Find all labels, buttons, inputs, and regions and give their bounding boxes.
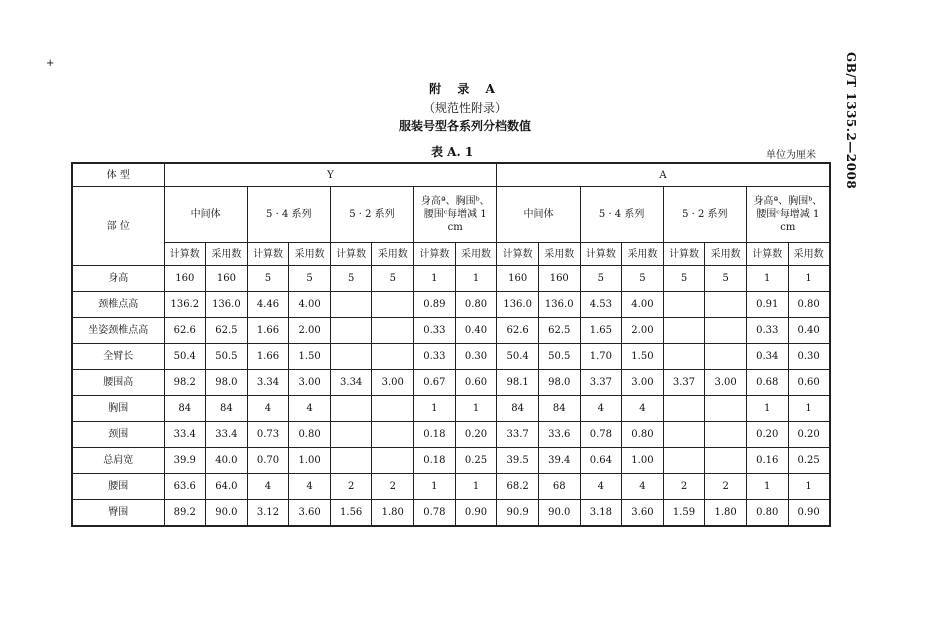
col-calculated: 计算数	[164, 243, 206, 266]
table-cell: 2	[663, 474, 705, 500]
header-row-columns	[72, 243, 830, 266]
table-row	[72, 500, 830, 527]
col-calculated: 计算数	[746, 243, 788, 266]
a-subgroup-54: 5 · 4 系列	[580, 187, 663, 243]
table-cell: 1.65	[580, 318, 622, 344]
body-type-label: 体 型	[72, 163, 164, 187]
table-cell: 3.00	[372, 370, 414, 396]
table-cell	[372, 292, 414, 318]
row-label: 身高	[72, 266, 164, 292]
table-cell: 50.5	[206, 344, 248, 370]
table-cell: 5	[622, 266, 664, 292]
part-label: 部 位	[72, 187, 164, 266]
table-cell: 160	[164, 266, 206, 292]
table-cell: 0.80	[622, 422, 664, 448]
table-cell	[705, 396, 747, 422]
table-cell: 1.70	[580, 344, 622, 370]
table-cell: 4	[622, 474, 664, 500]
table-cell: 84	[206, 396, 248, 422]
row-label: 坐姿颈椎点高	[72, 318, 164, 344]
table-cell: 0.60	[788, 370, 830, 396]
row-label: 腰围高	[72, 370, 164, 396]
table-cell: 68.2	[497, 474, 539, 500]
appendix-subject: 服装号型各系列分档数值	[398, 119, 531, 133]
table-cell: 3.00	[289, 370, 331, 396]
col-adopted: 采用数	[622, 243, 664, 266]
table-cell: 64.0	[206, 474, 248, 500]
y-subgroup-increment: 身高ª、胸围ᵇ、腰围ᶜ每增减 1 cm	[414, 187, 497, 243]
y-subgroup-54: 5 · 4 系列	[247, 187, 330, 243]
table-cell: 136.0	[538, 292, 580, 318]
table-cell	[663, 318, 705, 344]
table-cell: 2	[705, 474, 747, 500]
appendix-type: （规范性附录）	[422, 101, 507, 115]
table-cell: 160	[538, 266, 580, 292]
unit-note: 单位为厘米	[766, 150, 816, 161]
table-cell: 136.2	[164, 292, 206, 318]
table-cell	[705, 422, 747, 448]
table-cell: 2	[372, 474, 414, 500]
table-cell: 5	[372, 266, 414, 292]
table-cell: 63.6	[164, 474, 206, 500]
table-cell: 136.0	[206, 292, 248, 318]
col-calculated: 计算数	[414, 243, 456, 266]
table-cell: 98.0	[538, 370, 580, 396]
table-cell: 4.00	[289, 292, 331, 318]
table-cell: 4.00	[622, 292, 664, 318]
table-cell: 84	[164, 396, 206, 422]
table-cell: 1	[746, 474, 788, 500]
table-cell: 3.18	[580, 500, 622, 527]
table-cell: 98.0	[206, 370, 248, 396]
table-cell	[705, 448, 747, 474]
a-subgroup-increment: 身高ª、胸围ᵇ、腰围ᶜ每增减 1 cm	[746, 187, 829, 243]
table-cell: 1	[788, 266, 830, 292]
table-cell: 3.34	[247, 370, 289, 396]
table-row	[72, 396, 830, 422]
table-cell	[372, 448, 414, 474]
table-cell: 3.37	[580, 370, 622, 396]
table-cell: 50.4	[497, 344, 539, 370]
table-cell: 0.67	[414, 370, 456, 396]
table-cell: 4	[580, 396, 622, 422]
table-cell: 62.5	[538, 318, 580, 344]
table-cell: 160	[206, 266, 248, 292]
table-cell: 33.4	[206, 422, 248, 448]
table-cell: 84	[538, 396, 580, 422]
table-cell: 62.6	[164, 318, 206, 344]
table-cell: 90.9	[497, 500, 539, 527]
table-cell: 1.59	[663, 500, 705, 527]
table-cell: 5	[580, 266, 622, 292]
table-cell	[663, 422, 705, 448]
table-cell: 1	[455, 396, 497, 422]
table-cell	[330, 318, 372, 344]
header-row-subgroups	[72, 187, 830, 243]
table-cell: 33.7	[497, 422, 539, 448]
table-cell: 1	[788, 396, 830, 422]
table-cell: 0.40	[788, 318, 830, 344]
table-cell: 5	[705, 266, 747, 292]
row-label: 总肩宽	[72, 448, 164, 474]
row-label: 全臂长	[72, 344, 164, 370]
a-subgroup-52: 5 · 2 系列	[663, 187, 746, 243]
table-cell: 84	[497, 396, 539, 422]
header-row-body-type	[72, 163, 830, 187]
table-cell: 0.33	[414, 344, 456, 370]
row-label: 腰围	[72, 474, 164, 500]
table-cell: 1.80	[372, 500, 414, 527]
table-cell	[372, 344, 414, 370]
group-a-header: A	[497, 163, 830, 187]
table-row	[72, 474, 830, 500]
table-cell: 50.5	[538, 344, 580, 370]
table-cell: 160	[497, 266, 539, 292]
table-cell: 0.34	[746, 344, 788, 370]
table-cell: 4.53	[580, 292, 622, 318]
table-cell: 90.0	[538, 500, 580, 527]
table-cell: 0.18	[414, 448, 456, 474]
table-cell: 98.1	[497, 370, 539, 396]
table-cell: 90.0	[206, 500, 248, 527]
table-cell: 2.00	[289, 318, 331, 344]
table-cell	[663, 344, 705, 370]
row-label: 颈围	[72, 422, 164, 448]
col-calculated: 计算数	[580, 243, 622, 266]
table-row	[72, 292, 830, 318]
table-cell: 1	[746, 266, 788, 292]
table-cell: 3.00	[622, 370, 664, 396]
col-adopted: 采用数	[372, 243, 414, 266]
table-cell	[663, 396, 705, 422]
table-cell: 0.30	[788, 344, 830, 370]
table-row	[72, 344, 830, 370]
table-cell: 3.37	[663, 370, 705, 396]
table-cell: 1.66	[247, 318, 289, 344]
col-adopted: 采用数	[289, 243, 331, 266]
table-cell: 1	[414, 396, 456, 422]
table-cell: 0.91	[746, 292, 788, 318]
table-cell	[372, 396, 414, 422]
table-cell: 1	[455, 474, 497, 500]
col-calculated: 计算数	[497, 243, 539, 266]
table-cell: 1	[414, 266, 456, 292]
table-cell: 0.20	[746, 422, 788, 448]
table-cell: 4	[247, 396, 289, 422]
table-cell: 3.12	[247, 500, 289, 527]
row-label: 臀围	[72, 500, 164, 527]
table-cell: 50.4	[164, 344, 206, 370]
table-cell: 1	[746, 396, 788, 422]
table-cell: 0.30	[455, 344, 497, 370]
table-row	[72, 422, 830, 448]
table-cell: 39.4	[538, 448, 580, 474]
table-cell: 0.25	[788, 448, 830, 474]
a-subgroup-middle: 中间体	[497, 187, 580, 243]
table-cell: 3.60	[622, 500, 664, 527]
table-cell: 1.56	[330, 500, 372, 527]
table-cell: 4	[622, 396, 664, 422]
table-cell: 1.50	[622, 344, 664, 370]
table-cell: 33.6	[538, 422, 580, 448]
table-cell: 2.00	[622, 318, 664, 344]
table-cell: 98.2	[164, 370, 206, 396]
table-cell: 0.80	[455, 292, 497, 318]
table-cell	[705, 292, 747, 318]
table-cell: 0.80	[746, 500, 788, 527]
table-cell: 1.50	[289, 344, 331, 370]
table-cell: 1.80	[705, 500, 747, 527]
table-cell: 0.70	[247, 448, 289, 474]
table-cell: 1	[788, 474, 830, 500]
col-adopted: 采用数	[538, 243, 580, 266]
table-cell: 33.4	[164, 422, 206, 448]
col-adopted: 采用数	[455, 243, 497, 266]
table-cell: 0.64	[580, 448, 622, 474]
table-cell: 0.78	[414, 500, 456, 527]
table-cell: 5	[247, 266, 289, 292]
col-adopted: 采用数	[788, 243, 830, 266]
table-cell: 39.9	[164, 448, 206, 474]
col-adopted: 采用数	[705, 243, 747, 266]
table-cell: 3.60	[289, 500, 331, 527]
table-cell: 1	[414, 474, 456, 500]
table-cell: 89.2	[164, 500, 206, 527]
row-label: 胸围	[72, 396, 164, 422]
row-label: 颈椎点高	[72, 292, 164, 318]
table-cell: 1.00	[622, 448, 664, 474]
table-cell	[372, 318, 414, 344]
col-calculated: 计算数	[330, 243, 372, 266]
table-cell: 1.00	[289, 448, 331, 474]
table-cell: 5	[330, 266, 372, 292]
table-cell: 4	[247, 474, 289, 500]
table-cell: 3.00	[705, 370, 747, 396]
table-cell: 0.40	[455, 318, 497, 344]
table-cell: 0.68	[746, 370, 788, 396]
table-cell: 0.90	[455, 500, 497, 527]
table-cell: 39.5	[497, 448, 539, 474]
table-cell: 0.33	[746, 318, 788, 344]
table-cell: 136.0	[497, 292, 539, 318]
table-cell	[663, 448, 705, 474]
table-cell: 0.80	[788, 292, 830, 318]
table-cell: 1	[455, 266, 497, 292]
table-cell: 5	[663, 266, 705, 292]
table-cell: 0.25	[455, 448, 497, 474]
table-cell: 40.0	[206, 448, 248, 474]
table-row	[72, 266, 830, 292]
col-calculated: 计算数	[247, 243, 289, 266]
table-cell: 4	[580, 474, 622, 500]
group-y-header: Y	[164, 163, 497, 187]
y-subgroup-middle: 中间体	[164, 187, 247, 243]
col-calculated: 计算数	[663, 243, 705, 266]
table-cell: 0.89	[414, 292, 456, 318]
y-subgroup-52: 5 · 2 系列	[330, 187, 413, 243]
table-cell	[705, 318, 747, 344]
table-cell	[330, 396, 372, 422]
size-grade-table	[71, 162, 831, 527]
table-cell: 0.16	[746, 448, 788, 474]
table-cell: 0.60	[455, 370, 497, 396]
table-cell: 0.78	[580, 422, 622, 448]
table-cell	[663, 292, 705, 318]
table-cell: 2	[330, 474, 372, 500]
table-cell: 0.20	[455, 422, 497, 448]
table-cell: 4	[289, 396, 331, 422]
table-cell: 5	[289, 266, 331, 292]
table-cell: 0.90	[788, 500, 830, 527]
table-row	[72, 370, 830, 396]
table-cell	[330, 292, 372, 318]
appendix-title: 附 录 A	[429, 82, 501, 96]
table-cell: 0.33	[414, 318, 456, 344]
table-cell: 1.66	[247, 344, 289, 370]
table-cell: 0.73	[247, 422, 289, 448]
col-adopted: 采用数	[206, 243, 248, 266]
table-cell	[705, 344, 747, 370]
table-cell	[372, 422, 414, 448]
corner-mark: +	[46, 58, 55, 69]
table-row	[72, 318, 830, 344]
table-cell	[330, 448, 372, 474]
table-cell: 0.80	[289, 422, 331, 448]
table-row	[72, 448, 830, 474]
table-cell	[330, 422, 372, 448]
table-cell: 68	[538, 474, 580, 500]
table-name: 表 A. 1	[431, 145, 474, 159]
table-cell: 0.20	[788, 422, 830, 448]
table-cell: 3.34	[330, 370, 372, 396]
table-cell: 4.46	[247, 292, 289, 318]
table-cell: 62.5	[206, 318, 248, 344]
standard-code: GB/T 1335.2—2008	[844, 52, 858, 190]
table-cell: 62.6	[497, 318, 539, 344]
table-cell: 4	[289, 474, 331, 500]
table-cell: 0.18	[414, 422, 456, 448]
table-cell	[330, 344, 372, 370]
